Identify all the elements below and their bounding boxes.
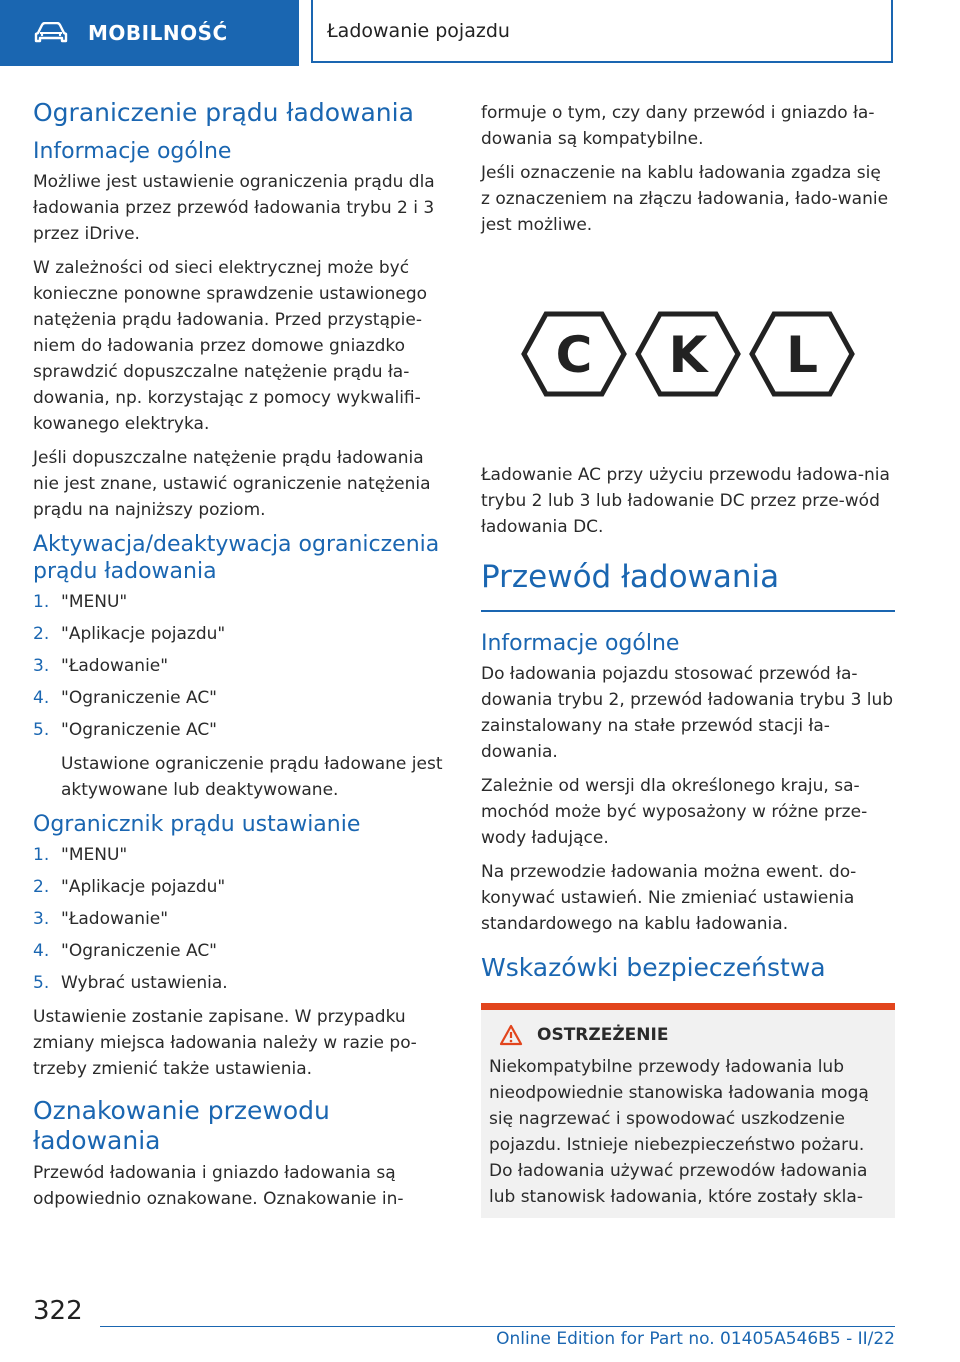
step-number: 3. (33, 909, 50, 929)
chapter-title: Ładowanie pojazdu (327, 19, 510, 42)
step-number: 5. (33, 720, 50, 740)
paragraph: Przewód ładowania i gniazdo ładowania są odpowiednio oznakowane. Oznakowanie in‐ (33, 1163, 404, 1209)
hexagon-marker-icon (520, 310, 628, 398)
activation-steps (33, 589, 451, 743)
step-text: "MENU" (61, 592, 128, 612)
section-heading-marking: Oznakowanie przewodu ładowania (33, 1096, 330, 1155)
list-item (33, 717, 451, 743)
warning-text: Niekompatybilne przewody ładowania lub nieodpowiednie stanowiska ładowania mogą się nagrzewać i spowodować uszkodzenie pojazdu. Istnieje niebezpieczeństwo pożaru. Do ładowania używać przewodów ładowania lub stanowisk ładowania, które zostały skla‐ (489, 1057, 869, 1207)
limiter-steps (33, 842, 451, 996)
warning-title: OSTRZEŻENIE (537, 1025, 669, 1045)
step-text: "Ograniczenie AC" (61, 688, 218, 708)
step-number: 1. (33, 592, 50, 612)
step-number: 4. (33, 941, 50, 961)
paragraph: Możliwe jest ustawienie ograniczenia prądu dla ładowania przez przewód ładowania trybu 2 i 3 przez iDrive. (33, 172, 435, 244)
marker-letter: K (668, 326, 708, 384)
right-column (481, 100, 895, 1218)
step-text: "Ograniczenie AC" (61, 941, 218, 961)
car-icon (34, 22, 68, 44)
left-column (33, 92, 451, 1220)
paragraph: Na przewodzie ładowania można ewent. do‐konywać ustawień. Nie zmieniać ustawienia standardowego na kablu ładowania. (481, 862, 857, 934)
paragraph: Do ładowania pojazdu stosować przewód ła‐dowania trybu 2, przewód ładowania trybu 3 lub zainstalowany na stałe przewód stacji ła‐dowania. (481, 664, 894, 762)
list-item (33, 970, 451, 996)
list-item (33, 906, 451, 932)
step-number: 2. (33, 877, 50, 897)
step-number: 3. (33, 656, 50, 676)
step-number: 1. (33, 845, 50, 865)
section-heading-limit: Ograniczenie prądu ładowania (33, 98, 414, 127)
step-text: "Ładowanie" (61, 656, 169, 676)
step-number: 4. (33, 688, 50, 708)
subheading-general: Informacje ogólne (33, 139, 232, 164)
step-text: "Ładowanie" (61, 909, 169, 929)
subheading-limiter: Ogranicznik prądu ustawianie (33, 812, 361, 837)
hexagon-marker-icon (748, 310, 856, 398)
warning-header (489, 1024, 887, 1046)
paragraph: Jeśli dopuszczalne natężenie prądu ładowania nie jest znane, ustawić ograniczenie natężenia prądu na najniższy poziom. (33, 448, 431, 520)
paragraph: Jeśli oznaczenie na kablu ładowania zgadza się z oznaczeniem na złączu ładowania, łado‐wanie jest możliwe. (481, 163, 889, 235)
hexagon-marker-icon (634, 310, 742, 398)
list-item (33, 842, 451, 868)
paragraph: Zależnie od wersji dla określonego kraju, sa‐mochód może być wyposażony w różne prze‐wody ładujące. (481, 776, 868, 848)
paragraph: Ustawienie zostanie zapisane. W przypadku zmiany miejsca ładowania należy w razie po‐trzeby zmienić także ustawienia. (33, 1007, 417, 1079)
paragraph: Ładowanie AC przy użyciu przewodu ładowa‐nia trybu 2 lub 3 lub ładowanie DC przez prze‐wód ładowania DC. (481, 465, 890, 537)
list-item (33, 874, 451, 900)
page-number: 322 (33, 1296, 83, 1326)
section-heading-cable: Przewód ładowania (481, 558, 895, 612)
subheading-activation: Aktywacja/deaktywacja ograniczenia prądu ładowania (33, 532, 440, 584)
section-tab (0, 0, 299, 66)
step-text: "MENU" (61, 845, 128, 865)
footer-divider (100, 1326, 895, 1327)
footer-edition: Online Edition for Part no. 01405A546B5 - II/22 (496, 1329, 895, 1349)
section-heading-safety: Wskazówki bezpieczeństwa (481, 953, 826, 982)
step-text: Wybrać ustawienia. (61, 973, 228, 993)
list-item (33, 589, 451, 615)
step-note: Ustawione ograniczenie prądu ładowane jest aktywowane lub deaktywowane. (61, 754, 443, 800)
warning-box (481, 1003, 895, 1218)
list-item (33, 938, 451, 964)
paragraph: W zależności od sieci elektrycznej może być konieczne ponowne sprawdzenie ustawionego natężenia prądu ładowania. Przed przystąpie‐niem do ładowania przez domowe gniazdko sprawdzić dopuszczalne natężenie prądu ła‐dowania, np. korzystając z pomocy wykwalifi‐kowanego elektryka. (33, 258, 428, 434)
step-text: "Aplikacje pojazdu" (61, 877, 226, 897)
marker-letter: L (786, 326, 818, 384)
paragraph: formuje o tym, czy dany przewód i gniazdo ła‐dowania są kompatybilne. (481, 103, 875, 149)
connector-markers (481, 310, 895, 398)
marker-letter: C (555, 326, 593, 384)
list-item (33, 621, 451, 647)
step-text: "Ograniczenie AC" (61, 720, 218, 740)
step-number: 5. (33, 973, 50, 993)
warning-triangle-icon (499, 1024, 523, 1046)
list-item (33, 653, 451, 679)
subheading-general: Informacje ogólne (481, 631, 680, 656)
chapter-header (311, 0, 893, 63)
step-text: "Aplikacje pojazdu" (61, 624, 226, 644)
step-number: 2. (33, 624, 50, 644)
list-item (33, 685, 451, 711)
section-title: MOBILNOŚĆ (88, 21, 228, 45)
